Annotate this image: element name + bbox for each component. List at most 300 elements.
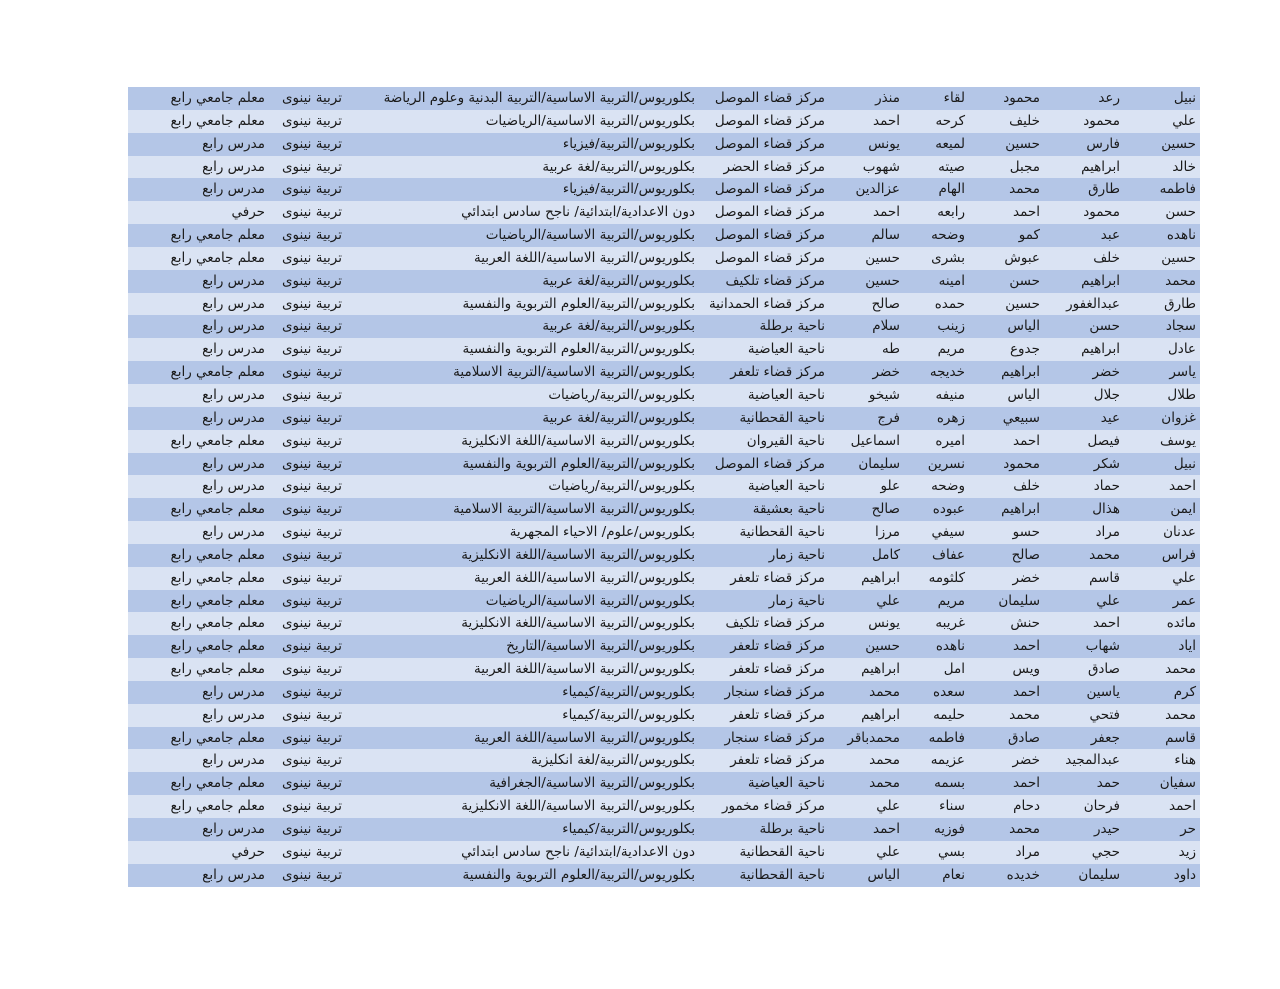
grandfather-name-cell: ابراهيم [1001, 501, 1040, 518]
qualification-cell: بكلوريوس/التربية/كيمياء [562, 706, 695, 723]
first-name-cell: حسين [1161, 135, 1196, 152]
father-name-cell: فرحان [1083, 798, 1120, 815]
table-row [128, 430, 1200, 453]
first-name-cell: ناهده [1166, 227, 1196, 244]
father-name-cell: عبدالمجيد [1065, 752, 1120, 769]
father-name-cell: ياسين [1086, 683, 1120, 700]
grandfather-name-cell: حسين [1005, 295, 1040, 312]
location-cell: ناحية القحطانية [739, 409, 825, 426]
mother-name-cell: نسرين [927, 455, 965, 472]
grandfather-name-cell: احمد [1013, 432, 1040, 449]
location-cell: مركز قضاء الموصل [714, 249, 825, 266]
mother-father-name-cell: سلام [872, 318, 900, 335]
location-cell: ناحية برطلة [759, 821, 825, 837]
first-name-cell: علي [1172, 112, 1196, 129]
grandfather-name-cell: الياس [1007, 386, 1040, 403]
directorate-cell: تربية نينوى [281, 524, 342, 541]
qualification-cell: بكلوريوس/علوم/ الاحياء المجهرية [509, 524, 695, 541]
directorate-cell: تربية نينوى [281, 364, 342, 381]
grandfather-name-cell: ابراهيم [1001, 364, 1040, 381]
directorate-cell: تربية نينوى [281, 158, 342, 175]
job-title-cell: مدرس رابع [202, 752, 265, 769]
grandfather-name-cell: احمد [1013, 638, 1040, 655]
mother-name-cell: فاطمه [928, 729, 965, 746]
mother-name-cell: امينه [938, 272, 965, 289]
job-title-cell: مدرس رابع [202, 706, 265, 723]
mother-father-name-cell: احمد [873, 112, 900, 129]
job-title-cell: معلم جامعي رابع [170, 569, 265, 586]
first-name-cell: عدنان [1163, 524, 1196, 541]
first-name-cell: حسن [1165, 204, 1196, 221]
father-name-cell: حسن [1089, 318, 1120, 335]
directorate-cell: تربية نينوى [281, 638, 342, 655]
father-name-cell: عبد [1100, 227, 1120, 244]
job-title-cell: مدرس رابع [202, 524, 265, 541]
job-title-cell: معلم جامعي رابع [170, 501, 265, 518]
table-row [128, 521, 1200, 544]
first-name-cell: داود [1173, 866, 1196, 883]
first-name-cell: محمد [1165, 661, 1196, 678]
directorate-cell: تربية نينوى [281, 661, 342, 678]
table-row [128, 749, 1200, 772]
mother-name-cell: مريم [937, 592, 965, 609]
qualification-cell: بكلوريوس/التربية/العلوم التربوية والنفسية [462, 455, 695, 472]
father-name-cell: حمد [1096, 775, 1120, 792]
mother-name-cell: ناهده [935, 638, 965, 655]
qualification-cell: بكلوريوس/التربية/رياضيات [548, 386, 695, 403]
mother-name-cell: سناء [939, 798, 965, 815]
first-name-cell: سفيان [1159, 775, 1196, 792]
table-row [128, 772, 1200, 795]
table-row [128, 201, 1200, 224]
directorate-cell: تربية نينوى [281, 683, 342, 700]
directorate-cell: تربية نينوى [281, 798, 342, 815]
qualification-cell: بكلوريوس/التربية/العلوم التربوية والنفسية [462, 866, 695, 883]
location-cell: ناحية القيروان [746, 432, 825, 449]
grandfather-name-cell: دحام [1013, 798, 1040, 815]
location-cell: ناحية القحطانية [739, 843, 825, 860]
father-name-cell: شهاب [1085, 638, 1120, 655]
first-name-cell: خالد [1172, 158, 1196, 175]
directorate-cell: تربية نينوى [281, 386, 342, 403]
location-cell: مركز قضاء الموصل [714, 90, 825, 106]
mother-father-name-cell: سليمان [858, 455, 900, 472]
job-title-cell: معلم جامعي رابع [170, 432, 265, 449]
first-name-cell: نبيل [1173, 455, 1196, 472]
table-row [128, 818, 1200, 841]
table-row [128, 407, 1200, 430]
location-cell: ناحية زمار [768, 592, 825, 609]
directorate-cell: تربية نينوى [281, 775, 342, 792]
mother-name-cell: اميره [935, 432, 965, 449]
table-row [128, 361, 1200, 384]
father-name-cell: ابراهيم [1081, 341, 1120, 358]
table-row [128, 133, 1200, 156]
mother-father-name-cell: علي [876, 798, 900, 815]
father-name-cell: حيدر [1093, 821, 1120, 837]
qualification-cell: بكلوريوس/التربية الاساسية/اللغة العربية [474, 729, 695, 746]
table-row [128, 453, 1200, 476]
mother-name-cell: صيته [938, 158, 965, 175]
mother-name-cell: عفاف [932, 546, 965, 563]
first-name-cell: يوسف [1159, 432, 1196, 449]
father-name-cell: سليمان [1078, 866, 1120, 883]
mother-father-name-cell: ابراهيم [861, 661, 900, 678]
qualification-cell: بكلوريوس/التربية/فيزياء [562, 135, 695, 152]
job-title-cell: معلم جامعي رابع [170, 638, 265, 655]
qualification-cell: بكلوريوس/التربية الاساسية/التاريخ [506, 638, 695, 655]
qualification-cell: بكلوريوس/التربية الاساسية/اللغة العربية [474, 569, 695, 586]
location-cell: مركز قضاء تلعفر [730, 364, 825, 381]
father-name-cell: رعد [1098, 90, 1120, 106]
job-title-cell: معلم جامعي رابع [170, 546, 265, 563]
mother-father-name-cell: حسين [865, 272, 900, 289]
table-row [128, 384, 1200, 407]
job-title-cell: معلم جامعي رابع [170, 227, 265, 244]
grandfather-name-cell: احمد [1013, 775, 1040, 792]
qualification-cell: بكلوريوس/التربية الاساسية/اللغة العربية [474, 249, 695, 266]
mother-name-cell: سعده [933, 683, 965, 700]
mother-name-cell: لميعه [935, 135, 965, 152]
mother-father-name-cell: احمد [873, 821, 900, 837]
mother-name-cell: بسي [937, 843, 965, 860]
qualification-cell: بكلوريوس/التربية/لغة عربية [542, 409, 695, 426]
directorate-cell: تربية نينوى [281, 90, 342, 106]
grandfather-name-cell: حنش [1010, 615, 1040, 632]
grandfather-name-cell: جدوع [1009, 341, 1040, 358]
first-name-cell: عادل [1168, 341, 1196, 358]
mother-name-cell: عزيمه [930, 752, 965, 769]
job-title-cell: معلم جامعي رابع [170, 775, 265, 792]
grandfather-name-cell: خليف [1009, 112, 1040, 129]
mother-father-name-cell: مرزا [875, 524, 900, 541]
table-row [128, 178, 1200, 201]
job-title-cell: مدرس رابع [202, 341, 265, 358]
mother-father-name-cell: يونس [868, 135, 900, 152]
job-title-cell: حرفي [231, 204, 265, 221]
job-title-cell: معلم جامعي رابع [170, 112, 265, 129]
job-title-cell: معلم جامعي رابع [170, 661, 265, 678]
qualification-cell: بكلوريوس/التربية الاساسية/التربية الاسلامية [453, 501, 695, 518]
mother-name-cell: منيفه [935, 386, 965, 403]
grandfather-name-cell: صالح [1011, 546, 1040, 563]
job-title-cell: مدرس رابع [202, 478, 265, 495]
table-row [128, 315, 1200, 338]
location-cell: مركز قضاء الحمدانية [708, 295, 825, 312]
job-title-cell: معلم جامعي رابع [170, 592, 265, 609]
job-title-cell: مدرس رابع [202, 135, 265, 152]
directorate-cell: تربية نينوى [281, 432, 342, 449]
grandfather-name-cell: خديده [1006, 866, 1040, 883]
directorate-cell: تربية نينوى [281, 569, 342, 586]
first-name-cell: مائده [1166, 615, 1196, 632]
mother-name-cell: وضحه [931, 478, 965, 495]
table-row [128, 87, 1200, 110]
location-cell: مركز قضاء سنجار [724, 729, 825, 746]
job-title-cell: معلم جامعي رابع [170, 249, 265, 266]
directorate-cell: تربية نينوى [281, 455, 342, 472]
directorate-cell: تربية نينوى [281, 706, 342, 723]
directorate-cell: تربية نينوى [281, 135, 342, 152]
table-row [128, 338, 1200, 361]
grandfather-name-cell: محمد [1009, 706, 1040, 723]
mother-father-name-cell: شيخو [868, 386, 900, 403]
first-name-cell: عمر [1172, 592, 1196, 609]
father-name-cell: جلال [1093, 386, 1120, 403]
location-cell: ناحية برطلة [759, 318, 825, 335]
qualification-cell: بكلوريوس/التربية/لغة عربية [542, 158, 695, 175]
mother-name-cell: كلثومه [928, 569, 965, 586]
qualification-cell: دون الاعدادية/ابتدائية/ ناجح سادس ابتدائي [461, 204, 695, 221]
mother-father-name-cell: علو [880, 478, 900, 495]
mother-father-name-cell: ابراهيم [861, 569, 900, 586]
location-cell: ناحية زمار [768, 546, 825, 563]
qualification-cell: بكلوريوس/التربية/لغة عربية [542, 272, 695, 289]
mother-father-name-cell: اسماعيل [850, 432, 900, 449]
qualification-cell: بكلوريوس/التربية/العلوم التربوية والنفسية [462, 295, 695, 312]
mother-father-name-cell: محمد [869, 775, 900, 792]
father-name-cell: طارق [1088, 181, 1120, 198]
mother-father-name-cell: حسين [865, 638, 900, 655]
first-name-cell: ياسر [1169, 364, 1196, 381]
location-cell: ناحية العياضية [747, 386, 825, 403]
first-name-cell: كرم [1173, 683, 1196, 700]
father-name-cell: فيصل [1087, 432, 1120, 449]
grandfather-name-cell: خلف [1013, 478, 1040, 495]
table-row [128, 681, 1200, 704]
qualification-cell: بكلوريوس/التربية/العلوم التربوية والنفسية [462, 341, 695, 358]
mother-name-cell: بشرى [931, 249, 965, 266]
directorate-cell: تربية نينوى [281, 478, 342, 495]
qualification-cell: بكلوريوس/التربية الاساسية/اللغة الانكليزية [461, 798, 695, 815]
first-name-cell: محمد [1165, 706, 1196, 723]
grandfather-name-cell: مراد [1015, 843, 1040, 860]
father-name-cell: محمود [1083, 112, 1120, 129]
father-name-cell: عبدالغفور [1066, 295, 1120, 312]
qualification-cell: بكلوريوس/التربية الاساسية/اللغة الانكليزية [461, 615, 695, 632]
spreadsheet-table [128, 87, 1200, 887]
father-name-cell: احمد [1093, 615, 1120, 632]
directorate-cell: تربية نينوى [281, 546, 342, 563]
table-row [128, 247, 1200, 270]
qualification-cell: بكلوريوس/التربية الاساسية/الجغرافية [489, 775, 695, 792]
job-title-cell: مدرس رابع [202, 181, 265, 198]
location-cell: مركز قضاء الموصل [714, 227, 825, 244]
father-name-cell: محمد [1089, 546, 1120, 563]
table-row [128, 635, 1200, 658]
qualification-cell: بكلوريوس/التربية/لغة عربية [542, 318, 695, 335]
grandfather-name-cell: خضر [1012, 752, 1040, 769]
mother-father-name-cell: الياس [867, 866, 900, 883]
directorate-cell: تربية نينوى [281, 318, 342, 335]
grandfather-name-cell: خضر [1012, 569, 1040, 586]
mother-father-name-cell: ابراهيم [861, 706, 900, 723]
mother-father-name-cell: سالم [871, 227, 900, 244]
job-title-cell: مدرس رابع [202, 409, 265, 426]
mother-father-name-cell: علي [876, 843, 900, 860]
mother-father-name-cell: محمد [869, 752, 900, 769]
first-name-cell: حسين [1161, 249, 1196, 266]
father-name-cell: جعفر [1090, 729, 1120, 746]
directorate-cell: تربية نينوى [281, 866, 342, 883]
first-name-cell: سجاد [1165, 318, 1196, 335]
first-name-cell: احمد [1169, 478, 1196, 495]
table-row [128, 544, 1200, 567]
mother-name-cell: بسمه [934, 775, 965, 792]
mother-father-name-cell: طه [882, 341, 900, 358]
grandfather-name-cell: محمد [1009, 181, 1040, 198]
mother-name-cell: كرحه [935, 112, 965, 129]
father-name-cell: حجي [1091, 843, 1120, 860]
father-name-cell: خضر [1092, 364, 1120, 381]
directorate-cell: تربية نينوى [281, 204, 342, 221]
grandfather-name-cell: احمد [1013, 204, 1040, 221]
mother-father-name-cell: احمد [873, 204, 900, 221]
table-row [128, 293, 1200, 316]
directorate-cell: تربية نينوى [281, 249, 342, 266]
qualification-cell: بكلوريوس/التربية الاساسية/الرياضيات [485, 112, 695, 129]
mother-name-cell: الهام [938, 181, 965, 198]
location-cell: مركز قضاء الموصل [714, 204, 825, 221]
location-cell: مركز قضاء تلعفر [730, 706, 825, 723]
grandfather-name-cell: حسين [1005, 135, 1040, 152]
job-title-cell: معلم جامعي رابع [170, 615, 265, 632]
mother-name-cell: فوزيه [934, 821, 965, 837]
job-title-cell: مدرس رابع [202, 683, 265, 700]
mother-name-cell: امل [943, 661, 965, 678]
directorate-cell: تربية نينوى [281, 341, 342, 358]
job-title-cell: مدرس رابع [202, 866, 265, 883]
location-cell: مركز قضاء مخمور [721, 798, 825, 815]
mother-father-name-cell: خضر [872, 364, 900, 381]
directorate-cell: تربية نينوى [281, 112, 342, 129]
grandfather-name-cell: محمود [1003, 455, 1040, 472]
table-row [128, 841, 1200, 864]
table-row [128, 727, 1200, 750]
mother-name-cell: حليمه [933, 706, 965, 723]
father-name-cell: صادق [1087, 661, 1120, 678]
qualification-cell: دون الاعدادية/ابتدائية/ ناجح سادس ابتدائي [461, 843, 695, 860]
grandfather-name-cell: ويس [1012, 661, 1040, 678]
directorate-cell: تربية نينوى [281, 181, 342, 198]
first-name-cell: علي [1172, 569, 1196, 586]
table-row [128, 567, 1200, 590]
first-name-cell: حر [1180, 821, 1196, 837]
table-row [128, 224, 1200, 247]
grandfather-name-cell: حسن [1009, 272, 1040, 289]
father-name-cell: شكر [1093, 455, 1120, 472]
location-cell: مركز قضاء سنجار [724, 683, 825, 700]
job-title-cell: معلم جامعي رابع [170, 364, 265, 381]
mother-name-cell: زينب [937, 318, 965, 335]
mother-name-cell: سيفي [931, 524, 965, 541]
location-cell: ناحية القحطانية [739, 524, 825, 541]
directorate-cell: تربية نينوى [281, 227, 342, 244]
qualification-cell: بكلوريوس/التربية الاساسية/اللغة الانكليزية [461, 546, 695, 563]
mother-name-cell: خديجه [929, 364, 965, 381]
location-cell: ناحية العياضية [747, 341, 825, 358]
grandfather-name-cell: محمد [1009, 821, 1040, 837]
location-cell: مركز قضاء تلكيف [725, 272, 825, 289]
table-row [128, 270, 1200, 293]
table-row [128, 704, 1200, 727]
qualification-cell: بكلوريوس/التربية/رياضيات [548, 478, 695, 495]
mother-name-cell: رابعه [937, 204, 965, 221]
grandfather-name-cell: حسو [1012, 524, 1040, 541]
grandfather-name-cell: محمود [1003, 90, 1040, 106]
location-cell: مركز قضاء تلكيف [725, 615, 825, 632]
job-title-cell: معلم جامعي رابع [170, 798, 265, 815]
job-title-cell: معلم جامعي رابع [170, 90, 265, 106]
directorate-cell: تربية نينوى [281, 272, 342, 289]
first-name-cell: طارق [1164, 295, 1196, 312]
location-cell: مركز قضاء تلعفر [730, 569, 825, 586]
first-name-cell: زيد [1178, 843, 1196, 860]
table-row [128, 590, 1200, 613]
table-row [128, 156, 1200, 179]
qualification-cell: بكلوريوس/التربية الاساسية/اللغة الانكليزية [461, 432, 695, 449]
father-name-cell: فارس [1086, 135, 1120, 152]
location-cell: مركز قضاء تلعفر [730, 661, 825, 678]
location-cell: مركز قضاء الموصل [714, 112, 825, 129]
father-name-cell: عيد [1100, 409, 1120, 426]
father-name-cell: مراد [1095, 524, 1120, 541]
job-title-cell: مدرس رابع [202, 821, 265, 837]
father-name-cell: فتحي [1089, 706, 1120, 723]
father-name-cell: ابراهيم [1081, 272, 1120, 289]
location-cell: ناحية العياضية [747, 775, 825, 792]
father-name-cell: هذال [1092, 501, 1120, 518]
job-title-cell: مدرس رابع [202, 295, 265, 312]
table-row [128, 110, 1200, 133]
first-name-cell: نبيل [1173, 90, 1196, 106]
job-title-cell: مدرس رابع [202, 455, 265, 472]
mother-father-name-cell: حسين [865, 249, 900, 266]
mother-name-cell: زهره [936, 409, 965, 426]
first-name-cell: احمد [1169, 798, 1196, 815]
table-row [128, 498, 1200, 521]
father-name-cell: قاسم [1089, 569, 1120, 586]
location-cell: مركز قضاء الحضر [723, 158, 825, 175]
directorate-cell: تربية نينوى [281, 592, 342, 609]
directorate-cell: تربية نينوى [281, 615, 342, 632]
grandfather-name-cell: سبيعي [1002, 409, 1040, 426]
mother-name-cell: عبوده [932, 501, 965, 518]
mother-father-name-cell: صالح [871, 295, 900, 312]
directorate-cell: تربية نينوى [281, 821, 342, 837]
table-row [128, 612, 1200, 635]
first-name-cell: فاطمه [1159, 181, 1196, 198]
qualification-cell: بكلوريوس/التربية الاساسية/التربية الاسلامية [453, 364, 695, 381]
directorate-cell: تربية نينوى [281, 501, 342, 518]
location-cell: مركز قضاء الموصل [714, 455, 825, 472]
grandfather-name-cell: كمو [1018, 227, 1040, 244]
qualification-cell: بكلوريوس/التربية/كيمياء [562, 821, 695, 837]
grandfather-name-cell: احمد [1013, 683, 1040, 700]
table-row [128, 864, 1200, 887]
father-name-cell: علي [1096, 592, 1120, 609]
location-cell: مركز قضاء الموصل [714, 135, 825, 152]
mother-name-cell: وضحه [931, 227, 965, 244]
mother-father-name-cell: شهوب [862, 158, 900, 175]
mother-father-name-cell: عزالدين [855, 181, 900, 198]
grandfather-name-cell: سليمان [998, 592, 1040, 609]
job-title-cell: حرفي [231, 843, 265, 860]
first-name-cell: غزوان [1161, 409, 1196, 426]
qualification-cell: بكلوريوس/التربية/فيزياء [562, 181, 695, 198]
table-row [128, 658, 1200, 681]
location-cell: مركز قضاء تلعفر [730, 752, 825, 769]
